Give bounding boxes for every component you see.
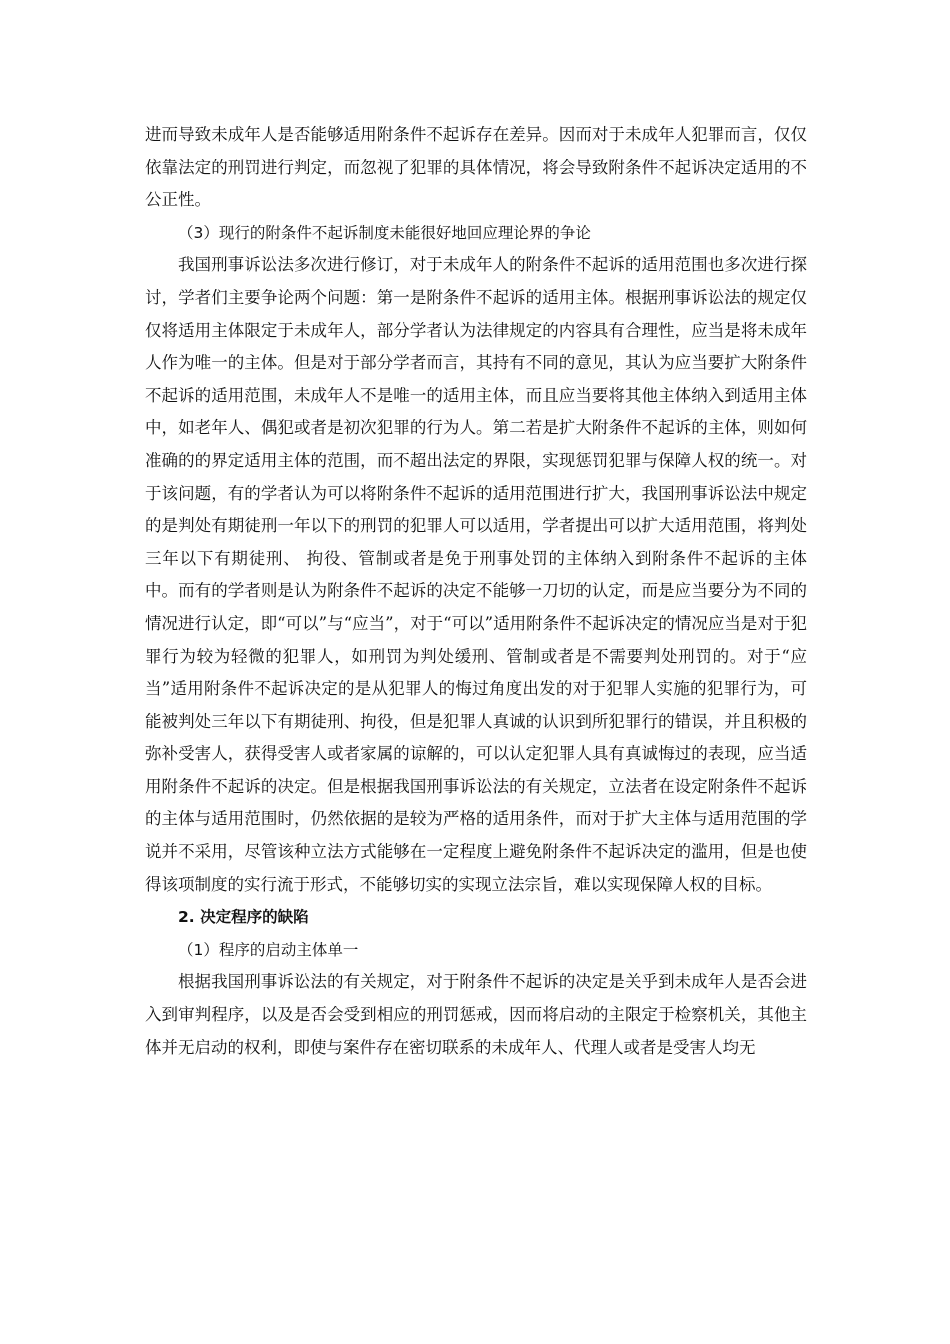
paragraph-continuation: 进而导致未成年人是否能够适用附条件不起诉存在差异。因而对于未成年人犯罪而言，仅仅依靠法定的刑罚进行判定，而忽视了犯罪的具体情况，将会导致附条件不起诉决定适用的不公正性。 <box>145 125 807 210</box>
section-heading-2: 2. 决定程序的缺陷 <box>178 908 309 927</box>
document-body <box>145 119 807 1064</box>
paragraph-procedure: 根据我国刑事诉讼法的有关规定，对于附条件不起诉的决定是关乎到未成年人是否会进入到审判程序，以及是否会受到相应的刑罚惩戒，因而将启动的主限定于检察机关，其他主体并无启动的权利，即使与案件存在密切联系的未成年人、代理人或者是受害人均无 <box>145 972 807 1057</box>
subheading-3: （3）现行的附条件不起诉制度未能很好地回应理论界的争论 <box>178 223 591 242</box>
subheading-1: （1）程序的启动主体单一 <box>178 940 359 959</box>
paragraph-debate: 我国刑事诉讼法多次进行修订，对于未成年人的附条件不起诉的适用范围也多次进行探讨，学者们主要争论两个问题：第一是附条件不起诉的适用主体。根据刑事诉讼法的规定仅仅将适用主体限定于未成年人，部分学者认为法律规定的内容具有合理性，应当是将未成年人作为唯一的主体。但是对于部分学者而言，其持有不同的意见，其认为应当要扩大附条件不起诉的适用范围，未成年人不是唯一的适用主体，而且应当要将其他主体纳入到适用主体中，如老年人、偶犯或者是初次犯罪的行为人。第二若是扩大附条件不起诉的主体，则如何准确的的界定适用主体的范围，而不超出法定的界限，实现惩罚犯罪与保障人权的统一。对于该问题，有的学者认为可以将附条件不起诉的适用范围进行扩大，我国刑事诉讼法中规定的是判处有期徒刑一年以下的刑罚的犯罪人可以适用，学者提出可以扩大适用范围，将判处三年以下有期徒刑、 拘役、管制或者是免于刑事处罚的主体纳入到附条件不起诉的主体中。而有的学者则是认为附条件不起诉的决定不能够一刀切的认定，而是应当要分为不同的情况进行认定，即“可以”与“应当”，对于“可以”适用附条件不起诉决定的情况应当是对于犯罪行为较为轻微的犯罪人，如刑罚为判处缓刑、管制或者是不需要判处刑罚的。对于“应当”适用附条件不起诉决定的是从犯罪人的悔过角度出发的对于犯罪人实施的犯罪行为，可能被判处三年以下有期徒刑、拘役，但是犯罪人真诚的认识到所犯罪行的错误，并且积极的弥补受害人，获得受害人或者家属的谅解的，可以认定犯罪人具有真诚悔过的表现，应当适用附条件不起诉的决定。但是根据我国刑事诉讼法的有关规定，立法者在设定附条件不起诉的主体与适用范围时，仍然依据的是较为严格的适用条件，而对于扩大主体与适用范围的学说并不采用，尽管该种立法方式能够在一定程度上避免附条件不起诉决定的滥用，但是也使得该项制度的实行流于形式，不能够切实的实现立法宗旨，难以实现保障人权的目标。 <box>145 255 807 894</box>
